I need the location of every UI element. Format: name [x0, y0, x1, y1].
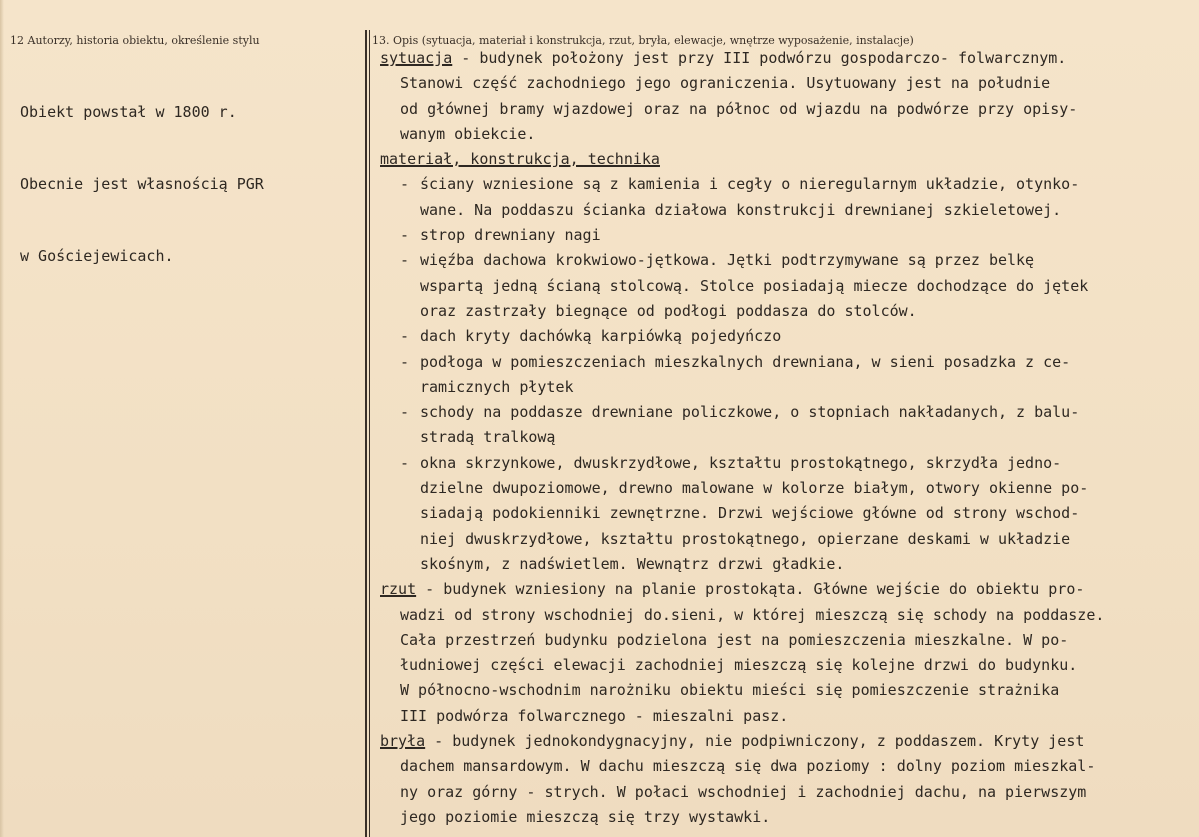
description-line	[380, 400, 1195, 425]
description-line: ny oraz górny - strych. W połaci wschodniej i zachodniej dachu, na pierwszym	[400, 782, 1087, 801]
description-line: skośnym, z nadświetlem. Wewnątrz drzwi gładkie.	[420, 554, 845, 573]
section-heading: sytuacja	[380, 49, 453, 67]
section-heading: bryła	[380, 732, 426, 751]
bullet-text: dach kryty dachówką karpiówką pojedyńczo	[420, 327, 782, 346]
description-line	[380, 350, 1195, 375]
description-text-span: - budynek wzniesiony na planie prostokąta. Główne wejście do obiektu pro-	[416, 580, 1085, 599]
description-line: niej dwuskrzydłowe, kształtu prostokątnego, opierzane deskami w układzie	[420, 529, 1071, 548]
page-edge-shadow	[0, 0, 4, 837]
description-line: wanym obiekcie.	[400, 124, 536, 143]
history-line: Obiekt powstał w 1800 r.	[20, 103, 237, 121]
dash-bullet: -	[400, 403, 410, 422]
description-line: dachem mansardowym. W dachu mieszczą się dwa poziomy : dolny poziom mieszkal-	[400, 757, 1096, 776]
bullet-text: ściany wzniesione są z kamienia i cegły o nieregularnym układzie, otynko-	[420, 175, 1080, 194]
column-divider	[365, 30, 367, 837]
dash-bullet: -	[400, 226, 410, 245]
description-line	[380, 223, 1195, 248]
description-line: wadzi od strony wschodniej do.sieni, w której mieszczą się schody na poddasze.	[400, 605, 1105, 624]
section-heading: materiał, konstrukcja, technika	[380, 150, 660, 169]
description-line: Cała przestrzeń budynku podzielona jest na pomieszczenia mieszkalne. W po-	[400, 630, 1069, 649]
description-line: wane. Na poddaszu ścianka działowa konstrukcji drewnianej szkieletowej.	[420, 200, 1062, 219]
history-line: Obecnie jest własnością PGR	[20, 175, 264, 193]
description-line: ramicznych płytek	[420, 377, 574, 396]
dash-bullet: -	[400, 175, 410, 194]
description-line	[380, 147, 1195, 172]
description-line: III podwórza folwarcznego - mieszalni pasz.	[400, 706, 789, 725]
description-line	[380, 324, 1195, 349]
section-13-header: 13. Opis (sytuacja, materiał i konstrukcja, rzut, bryła, elewacje, wnętrze wyposażenie, instalacje)	[372, 34, 914, 47]
dash-bullet: -	[400, 453, 410, 472]
description-line: od głównej bramy wjazdowej oraz na północ od wjazdu na podwórze przy opisy-	[400, 99, 1078, 118]
authors-history-text	[20, 52, 264, 316]
history-line: w Gościejewicach.	[20, 247, 174, 265]
dash-bullet: -	[400, 251, 410, 270]
description-line	[380, 729, 1195, 754]
section-12-header: 12 Autorzy, historia obiektu, określenie stylu	[10, 34, 260, 47]
description-line: łudniowej części elewacji zachodniej mieszczą się kolejne drzwi do budynku.	[400, 656, 1078, 675]
description-line	[380, 451, 1195, 476]
bullet-text: schody na poddasze drewniane policzkowe, o stopniach nakładanych, z balu-	[420, 403, 1080, 422]
bullet-text: podłoga w pomieszczeniach mieszkalnych drewniana, w sieni posadzka z ce-	[420, 352, 1071, 371]
description-text	[380, 46, 1195, 830]
description-text-span: - budynek jednokondygnacyjny, nie podpiwniczony, z poddaszem. Kryty jest	[425, 732, 1085, 751]
bullet-text: więźba dachowa krokwiowo-jętkowa. Jętki podtrzymywane są przez belkę	[420, 251, 1035, 270]
description-line: stradą tralkową	[420, 428, 556, 447]
section-heading: rzut	[380, 580, 417, 599]
description-text-span: - budynek położony jest przy III podwórzu gospodarczo- folwarcznym.	[452, 49, 1067, 67]
description-line	[380, 248, 1195, 273]
description-line: oraz zastrzały biegnące od podłogi poddasza do stolców.	[420, 301, 917, 320]
description-line: wspartą jedną ścianą stolcową. Stolce posiadają miecze dochodzące do jętek	[420, 276, 1089, 295]
description-line: jego poziomie mieszczą się trzy wystawki.	[400, 807, 771, 826]
description-line: W północno-wschodnim narożniku obiektu mieści się pomieszczenie strażnika	[400, 681, 1060, 700]
description-line: siadają podokienniki zewnętrzne. Drzwi wejściowe główne od strony wschod-	[420, 504, 1080, 523]
description-line	[380, 172, 1195, 197]
description-line	[380, 577, 1195, 602]
description-line: dzielne dwupoziomowe, drewno malowane w kolorze białym, otwory okienne po-	[420, 479, 1089, 498]
bullet-text: strop drewniany nagi	[420, 226, 601, 245]
column-divider-inner	[369, 30, 370, 837]
dash-bullet: -	[400, 327, 410, 346]
dash-bullet: -	[400, 352, 410, 371]
description-line	[380, 46, 1195, 71]
bullet-text: okna skrzynkowe, dwuskrzydłowe, kształtu prostokątnego, skrzydła jedno-	[420, 453, 1062, 472]
description-line: Stanowi część zachodniego jego ograniczenia. Usytuowany jest na południe	[400, 74, 1051, 93]
